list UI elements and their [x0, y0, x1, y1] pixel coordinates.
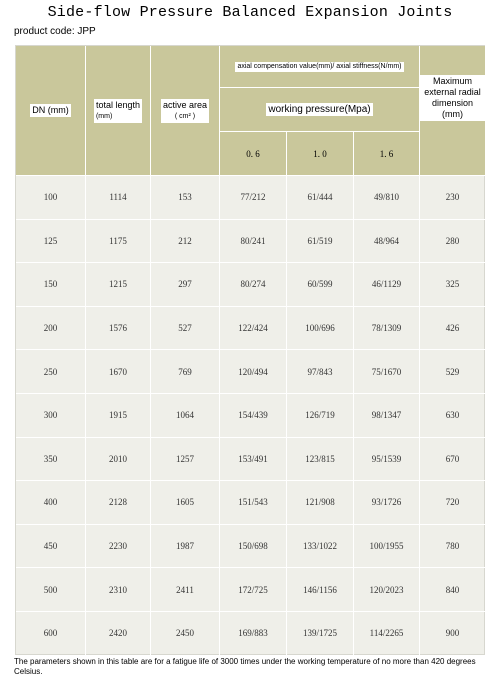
cell-p16: 93/1726	[354, 481, 420, 525]
cell-total-length: 2230	[86, 525, 151, 569]
cell-p06: 77/212	[220, 176, 287, 220]
cell-p10: 121/908	[287, 481, 354, 525]
header-working-pressure-label: working pressure(Mpa)	[268, 104, 371, 115]
cell-dn: 125	[16, 220, 86, 264]
footnote: The parameters shown in this table are for a fatigue life of 3000 times under the working temperature of no more than 420 degrees Celsius.	[14, 657, 476, 676]
header-active-area-label	[161, 99, 209, 123]
cell-p06: 169/883	[220, 612, 287, 656]
header-axial	[220, 46, 420, 88]
cell-p10: 61/444	[287, 176, 354, 220]
cell-dn: 150	[16, 263, 86, 307]
cell-active-area: 527	[151, 307, 220, 351]
cell-p16: 49/810	[354, 176, 420, 220]
cell-p06: 122/424	[220, 307, 287, 351]
cell-total-length: 1915	[86, 394, 151, 438]
cell-active-area: 297	[151, 263, 220, 307]
cell-max-radial: 426	[420, 307, 486, 351]
cell-total-length: 2128	[86, 481, 151, 525]
cell-max-radial: 325	[420, 263, 486, 307]
cell-dn: 450	[16, 525, 86, 569]
cell-p06: 172/725	[220, 568, 287, 612]
header-axial-label: axial compensation value(mm)/ axial stiffness(N/mm)	[237, 62, 402, 70]
product-code: product code: JPP	[14, 26, 96, 37]
cell-active-area: 1605	[151, 481, 220, 525]
active-area-text: active area	[162, 99, 208, 110]
cell-active-area: 1064	[151, 394, 220, 438]
header-total-length	[86, 46, 151, 176]
cell-max-radial: 720	[420, 481, 486, 525]
header-pressure-1-0: 1. 0	[287, 132, 354, 176]
cell-active-area: 153	[151, 176, 220, 220]
cell-max-radial: 670	[420, 438, 486, 482]
cell-total-length: 1670	[86, 350, 151, 394]
cell-max-radial: 280	[420, 220, 486, 264]
page-title: Side-flow Pressure Balanced Expansion Joints	[47, 4, 453, 21]
cell-p10: 133/1022	[287, 525, 354, 569]
cell-p10: 100/696	[287, 307, 354, 351]
cell-total-length: 1175	[86, 220, 151, 264]
cell-total-length: 1576	[86, 307, 151, 351]
cell-dn: 250	[16, 350, 86, 394]
spec-table	[15, 45, 485, 655]
cell-p16: 75/1670	[354, 350, 420, 394]
cell-total-length: 2310	[86, 568, 151, 612]
cell-total-length: 2010	[86, 438, 151, 482]
cell-p10: 61/519	[287, 220, 354, 264]
header-working-pressure	[220, 88, 420, 132]
cell-p06: 150/698	[220, 525, 287, 569]
total-length-text: total length	[95, 99, 141, 110]
cell-p06: 153/491	[220, 438, 287, 482]
cell-p06: 80/241	[220, 220, 287, 264]
cell-p10: 139/1725	[287, 612, 354, 656]
header-active-area	[151, 46, 220, 176]
cell-p16: 100/1955	[354, 525, 420, 569]
cell-p16: 120/2023	[354, 568, 420, 612]
total-length-unit: (mm)	[95, 112, 113, 120]
cell-dn: 600	[16, 612, 86, 656]
cell-active-area: 2450	[151, 612, 220, 656]
cell-max-radial: 780	[420, 525, 486, 569]
cell-p10: 146/1156	[287, 568, 354, 612]
cell-active-area: 769	[151, 350, 220, 394]
cell-max-radial: 840	[420, 568, 486, 612]
cell-p16: 78/1309	[354, 307, 420, 351]
header-max-radial	[420, 46, 486, 176]
active-area-unit: ( cm² )	[174, 112, 196, 120]
cell-p16: 48/964	[354, 220, 420, 264]
cell-p10: 60/599	[287, 263, 354, 307]
cell-active-area: 1987	[151, 525, 220, 569]
max-radial-unit: (mm)	[442, 109, 463, 119]
header-dn	[16, 46, 86, 176]
cell-dn: 400	[16, 481, 86, 525]
cell-total-length: 2420	[86, 612, 151, 656]
cell-total-length: 1114	[86, 176, 151, 220]
cell-p16: 46/1129	[354, 263, 420, 307]
cell-p06: 151/543	[220, 481, 287, 525]
cell-active-area: 1257	[151, 438, 220, 482]
header-total-length-label	[94, 99, 142, 123]
cell-p06: 154/439	[220, 394, 287, 438]
cell-max-radial: 230	[420, 176, 486, 220]
cell-dn: 300	[16, 394, 86, 438]
header-dn-label: DN (mm)	[32, 105, 69, 115]
cell-max-radial: 529	[420, 350, 486, 394]
cell-dn: 500	[16, 568, 86, 612]
header-max-radial-label	[420, 75, 485, 121]
cell-active-area: 2411	[151, 568, 220, 612]
cell-p16: 114/2265	[354, 612, 420, 656]
cell-p16: 98/1347	[354, 394, 420, 438]
header-pressure-1-6: 1. 6	[354, 132, 420, 176]
header-pressure-0-6: 0. 6	[220, 132, 287, 176]
cell-max-radial: 630	[420, 394, 486, 438]
cell-dn: 200	[16, 307, 86, 351]
cell-p10: 97/843	[287, 350, 354, 394]
cell-p10: 126/719	[287, 394, 354, 438]
cell-active-area: 212	[151, 220, 220, 264]
max-radial-text: Maximum external radial dimension	[424, 76, 481, 108]
cell-dn: 100	[16, 176, 86, 220]
cell-total-length: 1215	[86, 263, 151, 307]
cell-max-radial: 900	[420, 612, 486, 656]
cell-p06: 120/494	[220, 350, 287, 394]
cell-p06: 80/274	[220, 263, 287, 307]
cell-p16: 95/1539	[354, 438, 420, 482]
cell-dn: 350	[16, 438, 86, 482]
cell-p10: 123/815	[287, 438, 354, 482]
